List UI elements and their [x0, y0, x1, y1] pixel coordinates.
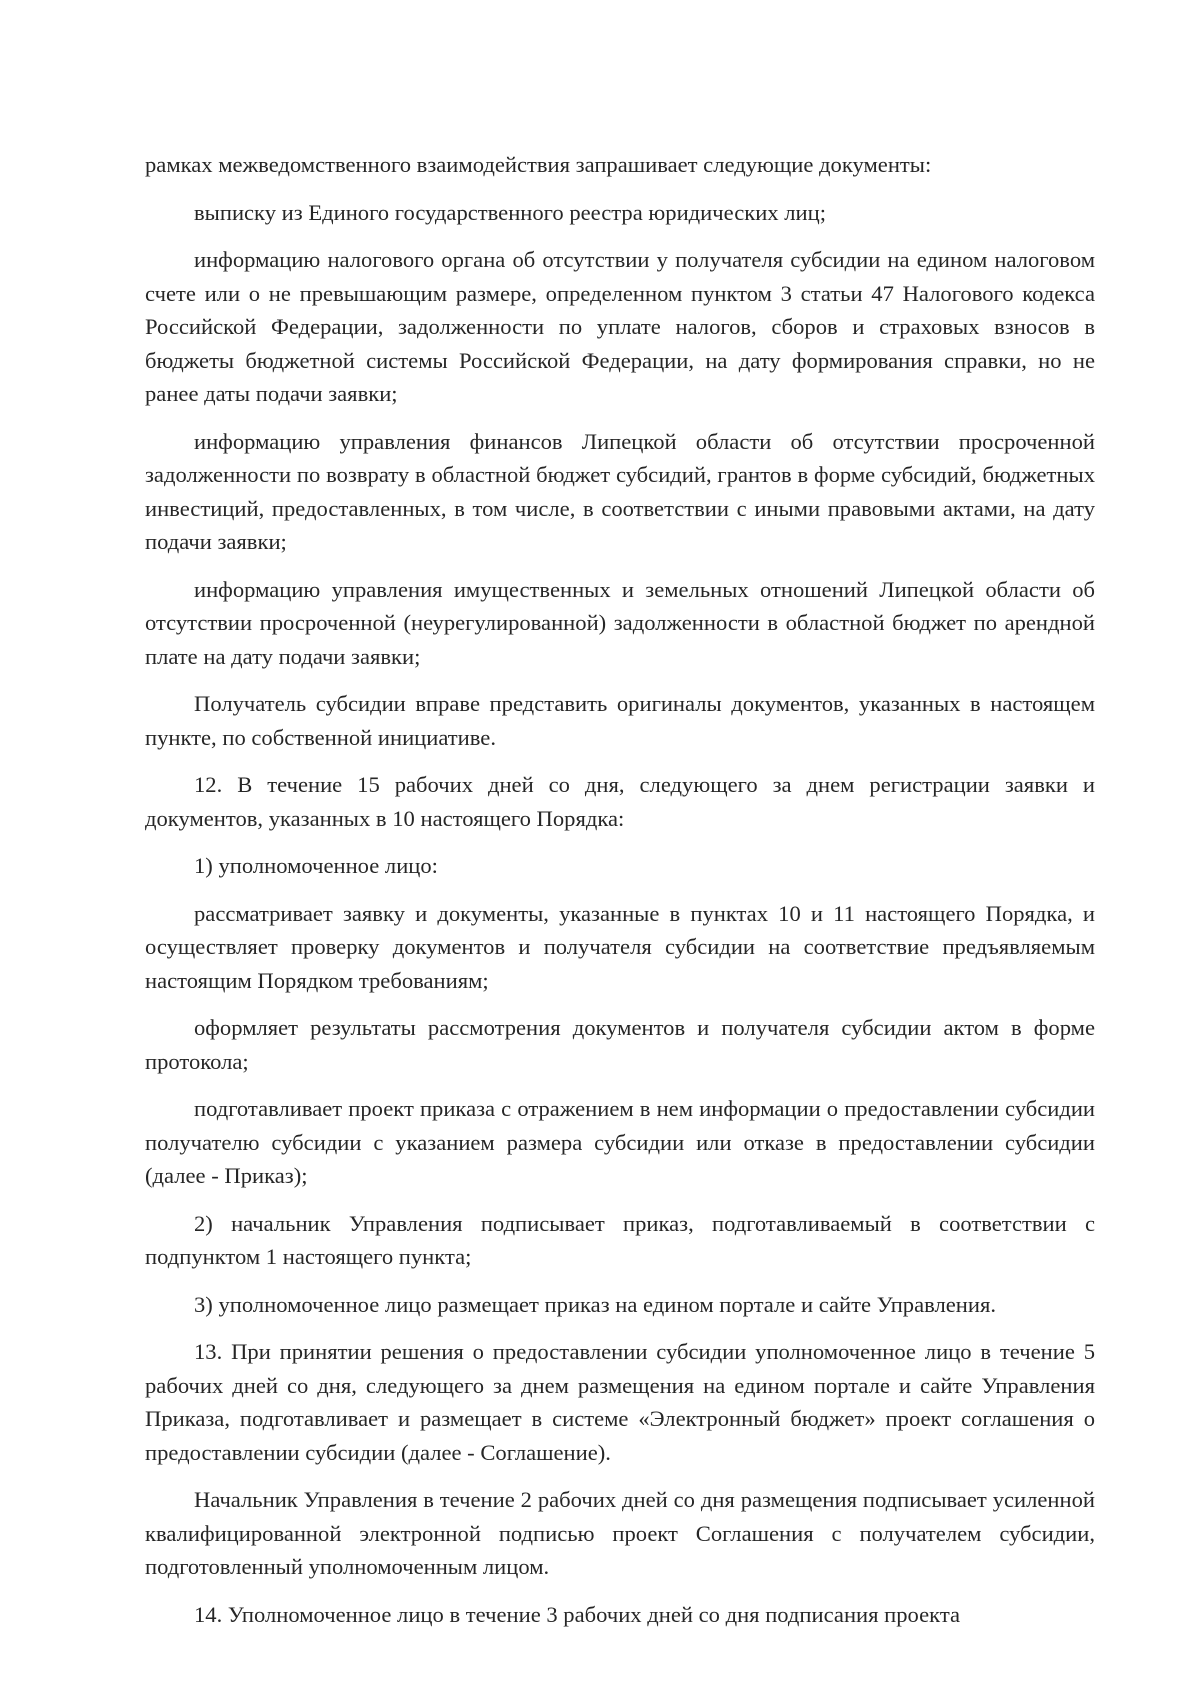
paragraph-finance-info: информацию управления финансов Липецкой области об отсутствии просроченной задолженности по возврату в областной бюджет субсидий, грантов в форме субсидий, бюджетных инвестиций, предоставленных, в том числе, в соответствии с иными правовыми актами, на дату подачи заявки;: [145, 428, 1095, 554]
paragraph-item-14: 14. Уполномоченное лицо в течение 3 рабочих дней со дня подписания проекта: [194, 1601, 961, 1627]
paragraph-egrul-extract: выписку из Единого государственного реестра юридических лиц;: [194, 199, 826, 225]
paragraph-protocol: оформляет результаты рассмотрения документов и получателя субсидии актом в форме протокола;: [145, 1015, 1095, 1074]
paragraph-property-info: информацию управления имущественных и земельных отношений Липецкой области об отсутствии просроченной (неурегулированной) задолженности в областной бюджет по арендной плате на дату подачи заявки;: [145, 576, 1095, 669]
paragraph-interagency-request: рамках межведомственного взаимодействия запрашивает следующие документы:: [145, 152, 932, 177]
paragraph-item-12: 12. В течение 15 рабочих дней со дня, следующего за днем регистрации заявки и документов, указанных в 10 настоящего Порядка:: [145, 772, 1095, 831]
paragraph-item-13: 13. При принятии решения о предоставлении субсидии уполномоченное лицо в течение 5 рабочих дней со дня, следующего за днем размещения на едином портале и сайте Управления Приказа, подготавливает и размещает в системе «Электронный бюджет» проект соглашения о предоставлении субсидии (далее - Соглашение).: [145, 1339, 1095, 1465]
paragraph-originals-right: Получатель субсидии вправе представить оригиналы документов, указанных в настоящем пункте, по собственной инициативе.: [145, 691, 1095, 750]
paragraph-head-signs: Начальник Управления в течение 2 рабочих дней со дня размещения подписывает усиленной квалифицированной электронной подписью проект Соглашения с получателем субсидии, подготовленный уполномоченным лицом.: [145, 1487, 1095, 1579]
paragraph-tax-info: информацию налогового органа об отсутствии у получателя субсидии на едином налоговом счете или о не превышающим размере, определенном пунктом 3 статьи 47 Налогового кодекса Российской Федерации, задолженности по уплате налогов, сборов и страховых взносов в бюджеты бюджетной системы Российской Федерации, на дату формирования справки, но не ранее даты подачи заявки;: [145, 247, 1095, 406]
paragraph-subitem-3: 3) уполномоченное лицо размещает приказ на едином портале и сайте Управления.: [194, 1291, 997, 1317]
paragraph-subitem-2: 2) начальник Управления подписывает приказ, подготавливаемый в соответствии с подпунктом 1 настоящего пункта;: [145, 1210, 1095, 1269]
document-page: [145, 148, 1095, 1645]
paragraph-reviews-application: рассматривает заявку и документы, указанные в пунктах 10 и 11 настоящего Порядка, и осуществляет проверку документов и получателя субсидии на соответствие предъявляемым настоящим Порядком требованиям;: [145, 900, 1095, 993]
paragraph-subitem-1: 1) уполномоченное лицо:: [194, 853, 438, 878]
paragraph-draft-order: подготавливает проект приказа с отражением в нем информации о предоставлении субсидии получателю субсидии с указанием размера субсидии или отказе в предоставлении субсидии (далее - Приказ);: [145, 1096, 1095, 1188]
